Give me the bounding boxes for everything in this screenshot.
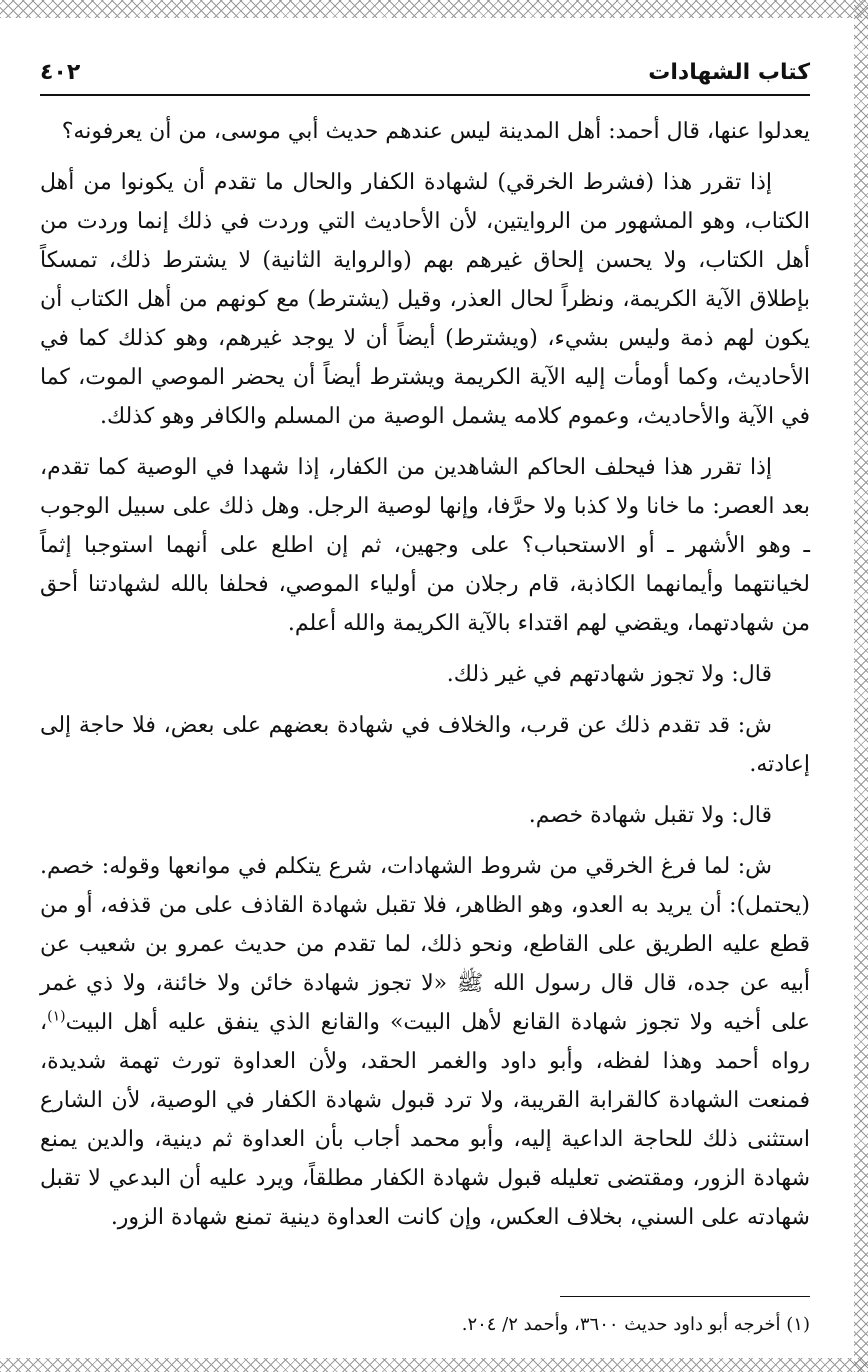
page-header — [40, 50, 810, 96]
footnote: (١) أخرجه أبو داود حديث ٣٦٠٠، وأحمد ٢/ ٢٠٤. — [461, 1314, 810, 1335]
page-body — [40, 112, 810, 1249]
chapter-title: كتاب الشهادات — [648, 59, 810, 85]
footnote-divider — [560, 1296, 810, 1297]
top-ornament-border — [0, 0, 868, 18]
paragraph-text: ش: لما فرغ الخرقي من شروط الشهادات، شرع يتكلم في موانعها وقوله: خصم. (يحتمل): أن يريد به العدو، وهو الظاهر، فلا تقبل شهادة القاذف على من قذفه، أو من قطع عليه الطريق على القاطع، ونحو ذلك، لما تقدم من حديث عمرو بن شعيب عن أبيه عن جده، قال قال رسول الله ﷺ «لا تجوز شهادة خائن ولا خائنة، ولا ذي غمر على أخيه ولا تجوز شهادة القانع لأهل البيت» والقانع الذي ينفق عليه أهل البيت — [40, 854, 810, 1035]
paragraph: قال: ولا تجوز شهادتهم في غير ذلك. — [446, 662, 772, 687]
paragraph-with-footnote — [40, 847, 810, 1237]
paragraph: يعدلوا عنها، قال أحمد: أهل المدينة ليس عندهم حديث أبي موسى، من أن يعرفونه؟ — [61, 119, 810, 144]
paragraph: قال: ولا تقبل شهادة خصم. — [528, 803, 772, 828]
paragraph: إذا تقرر هذا فيحلف الحاكم الشاهدين من الكفار، إذا شهدا في الوصية كما تقدم، بعد العصر: ما خانا ولا كذبا ولا حرَّفا، وإنها لوصية الرجل. وهل ذلك على سبيل الوجوب ـ وهو الأشهر ـ أو الاستحباب؟ على وجهين، ثم إن اطلع على أنهما استوجبا إثماً لخيانتهما وأيمانهما الكاذبة، قام رجلان من أولياء الموصي، فحلفا بالله لشهادتنا أحق من شهادتهما، ويقضي لهم اقتداء بالآية الكريمة والله أعلم. — [40, 455, 810, 636]
page-number: ٤٠٢ — [40, 59, 81, 85]
paragraph: ش: قد تقدم ذلك عن قرب، والخلاف في شهادة بعضهم على بعض، فلا حاجة إلى إعادته. — [40, 713, 810, 777]
paragraph: إذا تقرر هذا (فشرط الخرقي) لشهادة الكفار والحال ما تقدم أن يكونوا من أهل الكتاب، وهو المشهور من الروايتين، لأن الأحاديث التي وردت في ذلك إنما وردت من أهل الكتاب، ولا يحسن إلحاق غيرهم بهم (والرواية الثانية) لا يشترط ذلك، تمسكاً بإطلاق الآية الكريمة، ونظراً لحال العذر، وقيل (يشترط) مع كونهم من أهل الكتاب أن يكون لهم ذمة وليس بشيء، (ويشترط) أيضاً أن لا يوجد غيرهم، وهو كذلك كما في الأحاديث، وكما أومأت إليه الآية الكريمة ويشترط أيضاً أن يحضر الموصي الموت، كما في الآية والأحاديث، وعموم كلامه يشمل الوصية من المسلم والكافر وهو كذلك. — [40, 170, 810, 429]
paragraph-text: ، رواه أحمد وهذا لفظه، وأبو داود والغمر الحقد، ولأن العداوة تورث تهمة شديدة، فمنعت الشهادة كالقرابة القريبة، ولا ترد قبول شهادة الكفار في الوصية، لأن الشارع استثنى ذلك للحاجة الداعية إليه، وأبو محمد أجاب بأن العداوة ثم دينية، والدين يمنع شهادة الزور، ومقتضى تعليله قبول شهادة الكفار مطلقاً، ويرد عليه أن البدعي لا تقبل شهادته على السني، بخلاف العكس، وإن كانت العداوة دينية تمنع شهادة الزور. — [40, 1010, 810, 1230]
footnote-reference[interactable]: (١) — [47, 1008, 66, 1025]
right-ornament-border — [854, 0, 868, 1372]
bottom-ornament-border — [0, 1358, 868, 1372]
